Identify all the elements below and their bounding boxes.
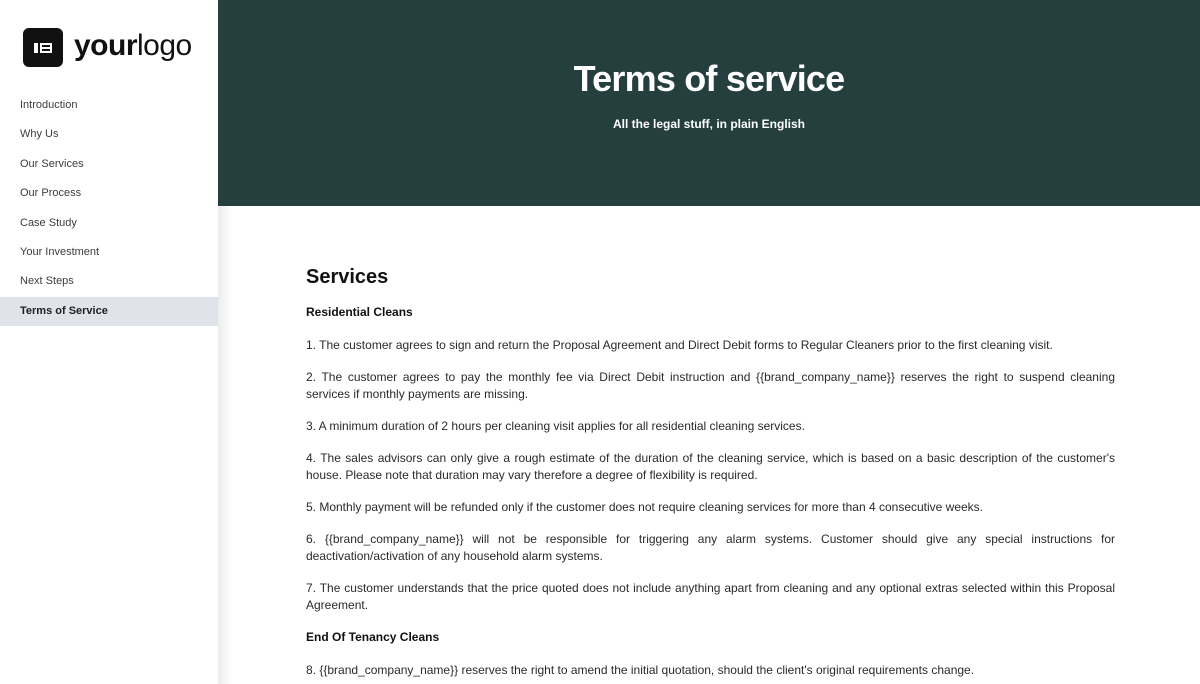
sidebar-item-our-services[interactable]: Our Services [20, 157, 84, 170]
sidebar-item-case-study[interactable]: Case Study [20, 216, 77, 229]
term-paragraph: 5. Monthly payment will be refunded only if the customer does not require cleaning services for more than 4 consecutive weeks. [306, 500, 984, 514]
term-paragraph: 1. The customer agrees to sign and return the Proposal Agreement and Direct Debit forms to Regular Cleaners prior to the first cleaning visit. [306, 338, 1053, 352]
logo-text: yourlogo [74, 28, 192, 62]
term-paragraph: 8. {{brand_company_name}} reserves the right to amend the initial quotation, should the client's original requirements change. [306, 663, 975, 677]
sidebar-item-terms-of-service[interactable]: Terms of Service [0, 297, 218, 326]
sidebar-item-next-steps[interactable]: Next Steps [20, 275, 74, 288]
sidebar-shadow [218, 206, 232, 684]
subsection-title: End Of Tenancy Cleans [306, 630, 440, 644]
term-paragraph: 7. The customer understands that the price quoted does not include anything apart from cleaning and any optional extras selected within this Proposal Agreement. [306, 581, 1115, 612]
term-paragraph: 3. A minimum duration of 2 hours per cleaning visit applies for all residential cleaning services. [306, 419, 805, 433]
sidebar [0, 0, 218, 684]
subsection-title: Residential Cleans [306, 305, 413, 319]
section-heading: Services [306, 266, 389, 288]
page-title: Terms of service [573, 58, 845, 99]
sidebar-nav [0, 91, 218, 326]
terms-content [306, 266, 1115, 684]
sidebar-item-why-us[interactable]: Why Us [20, 128, 59, 141]
term-paragraph: 2. The customer agrees to pay the monthly fee via Direct Debit instruction and {{brand_company_name}} reserves the right to suspend cleaning services if monthly payments are missing. [306, 370, 1115, 401]
hero-banner [218, 0, 1200, 206]
sidebar-item-introduction[interactable]: Introduction [20, 99, 78, 111]
logo[interactable] [23, 28, 192, 67]
sidebar-item-your-investment[interactable]: Your Investment [20, 245, 100, 258]
term-paragraph: 4. The sales advisors can only give a rough estimate of the duration of the cleaning service, which is based on a basic description of the customer's house. Please note that duration may vary therefore a degree of flexibility is required. [306, 451, 1115, 482]
page-subtitle: All the legal stuff, in plain English [612, 117, 805, 131]
term-paragraph: 6. {{brand_company_name}} will not be responsible for triggering any alarm systems. Customer should give any special instructions for deactivation/activation of any household alarm systems. [306, 532, 1115, 563]
sidebar-item-our-process[interactable]: Our Process [20, 187, 82, 200]
logo-mark-icon [23, 28, 63, 67]
